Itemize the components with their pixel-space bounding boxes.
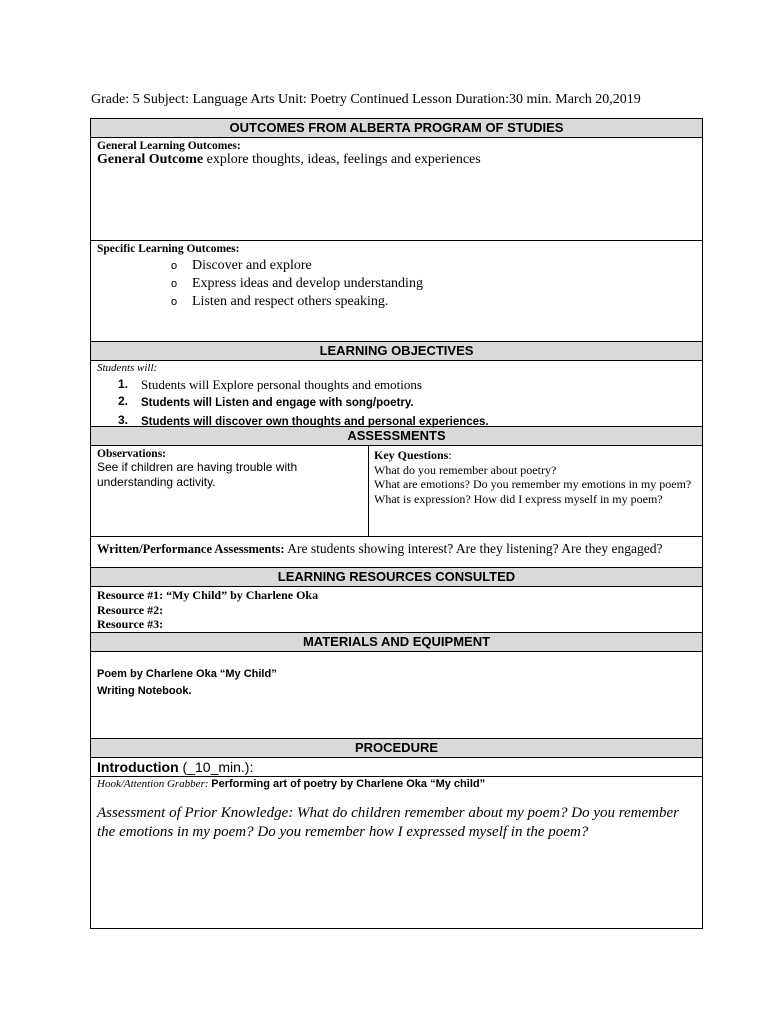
list-item: o Listen and respect others speaking. bbox=[171, 294, 389, 309]
list-item: o Express ideas and develop understanding bbox=[171, 276, 423, 291]
bullet-icon: o bbox=[171, 296, 178, 308]
list-item: 1. Students will Explore personal thoughts and emotions bbox=[118, 377, 422, 392]
introduction-body bbox=[91, 777, 702, 928]
materials-title: MATERIALS AND EQUIPMENT bbox=[91, 633, 702, 652]
lesson-header: Grade: 5 Subject: Language Arts Unit: Poetry Continued Lesson Duration:30 min. March 20,2019 bbox=[91, 92, 641, 107]
resource-item: Resource #3: bbox=[97, 617, 164, 631]
introduction-heading bbox=[91, 758, 702, 777]
question-item: What are emotions? Do you remember my emotions in my poem? bbox=[374, 477, 692, 491]
objectives-title: LEARNING OBJECTIVES bbox=[91, 342, 702, 361]
general-outcome bbox=[97, 152, 696, 168]
outcomes-title: OUTCOMES FROM ALBERTA PROGRAM OF STUDIES bbox=[91, 119, 702, 138]
specific-outcomes-section bbox=[91, 241, 702, 342]
written-assessments bbox=[91, 537, 702, 568]
resources-section bbox=[91, 587, 702, 633]
written-assessments-label: Written/Performance Assessments: bbox=[97, 542, 285, 556]
specific-outcomes-list bbox=[97, 257, 696, 311]
list-item: o Discover and explore bbox=[171, 258, 312, 273]
observations-text: See if children are having trouble with understanding activity. bbox=[97, 460, 298, 489]
material-item: Writing Notebook. bbox=[97, 685, 192, 697]
key-questions-cell: Key Questions: What do you remember about poetry? What are emotions? Do you remember my emotions in my poem? What is expression? How did I express myself in my poem? bbox=[369, 446, 702, 536]
materials-section bbox=[91, 652, 702, 739]
assessments-title: ASSESSMENTS bbox=[91, 427, 702, 446]
procedure-title: PROCEDURE bbox=[91, 739, 702, 758]
hook-text: Performing art of poetry by Charlene Oka “My child” bbox=[211, 778, 486, 790]
bullet-icon: o bbox=[171, 278, 178, 290]
specific-outcomes-label: Specific Learning Outcomes: bbox=[97, 243, 240, 255]
general-outcome-text: explore thoughts, ideas, feelings and experiences bbox=[203, 152, 481, 167]
prior-knowledge-text: Assessment of Prior Knowledge: What do children remember about my poem? Do you remember the emotions in my poem? Do you remember how I expressed myself in the poem? bbox=[97, 805, 679, 840]
introduction-duration: (_10_min.): bbox=[178, 759, 254, 775]
material-item: Poem by Charlene Oka “My Child” bbox=[97, 668, 277, 680]
hook-line bbox=[97, 778, 696, 790]
objectives-intro: Students will: bbox=[97, 362, 158, 374]
objectives-list bbox=[97, 376, 696, 431]
introduction-label: Introduction bbox=[97, 759, 179, 775]
question-item: What is expression? How did I express myself in my poem? bbox=[374, 491, 663, 506]
resources-title: LEARNING RESOURCES CONSULTED bbox=[91, 568, 702, 587]
resource-item: Resource #2: bbox=[97, 602, 164, 617]
bullet-icon: o bbox=[171, 260, 178, 272]
hook-label: Hook/Attention Grabber: bbox=[97, 778, 212, 790]
observations-label: Observations: bbox=[97, 448, 166, 460]
list-item: 3. Students will discover own thoughts and personal experiences. bbox=[118, 413, 489, 428]
observations-cell bbox=[91, 446, 369, 536]
general-outcomes-label: General Learning Outcomes: bbox=[97, 140, 241, 152]
assessments-columns bbox=[91, 446, 702, 537]
resource-item: Resource #1: “My Child” by Charlene Oka bbox=[97, 588, 319, 602]
lesson-plan-table bbox=[90, 118, 703, 929]
key-questions-label: Key Questions bbox=[374, 448, 449, 462]
list-item: 2. Students will Listen and engage with song/poetry. bbox=[118, 394, 414, 409]
written-assessments-text: Are students showing interest? Are they listening? Are they engaged? bbox=[284, 541, 663, 556]
general-outcomes-section bbox=[91, 138, 702, 241]
general-outcome-label: General Outcome bbox=[97, 152, 204, 167]
question-item: What do you remember about poetry? bbox=[374, 462, 557, 477]
objectives-section bbox=[91, 361, 702, 427]
